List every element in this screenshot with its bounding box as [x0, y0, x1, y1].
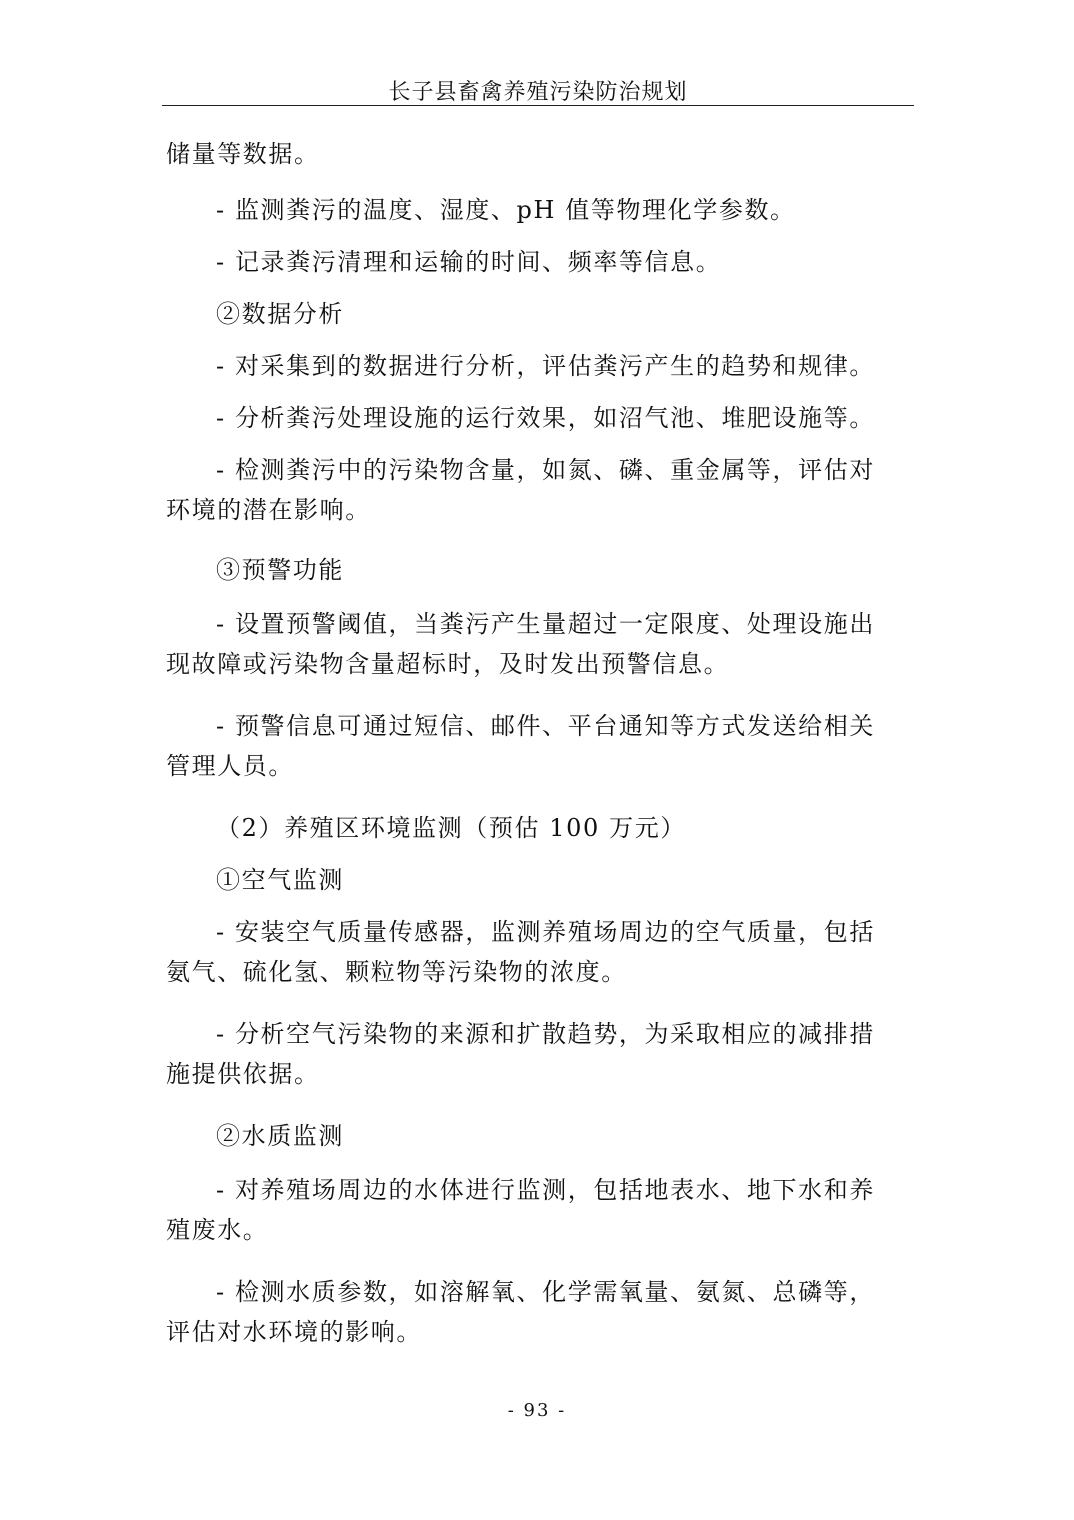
section-heading: ②数据分析: [216, 300, 344, 328]
text-line: 现故障或污染物含量超标时，及时发出预警信息。: [166, 650, 730, 678]
header-divider: [162, 105, 914, 106]
text-line: 评估对水环境的影响。: [166, 1318, 422, 1346]
text-line: 氨气、硫化氢、颗粒物等污染物的浓度。: [166, 958, 627, 986]
section-heading: ②水质监测: [216, 1122, 344, 1150]
subsection-heading: （2）养殖区环境监测（预估 100 万元）: [216, 814, 686, 842]
text-line: 储量等数据。: [166, 140, 320, 168]
text-line: - 设置预警阈值，当粪污产生量超过一定限度、处理设施出: [216, 610, 875, 638]
text-line: - 分析粪污处理设施的运行效果，如沼气池、堆肥设施等。: [216, 404, 875, 432]
section-heading: ①空气监测: [216, 866, 344, 894]
text-line: - 记录粪污清理和运输的时间、频率等信息。: [216, 248, 722, 276]
text-line: 殖废水。: [166, 1216, 269, 1244]
text-line: 管理人员。: [166, 752, 294, 780]
text-line: - 检测粪污中的污染物含量，如氮、磷、重金属等，评估对: [216, 456, 875, 484]
text-line: - 监测粪污的温度、湿度、pH 值等物理化学参数。: [216, 196, 796, 224]
page-header-title: 长子县畜禽养殖污染防治规划: [388, 80, 688, 105]
text-line: - 安装空气质量传感器，监测养殖场周边的空气质量，包括: [216, 918, 875, 946]
text-line: 施提供依据。: [166, 1060, 320, 1088]
text-line: - 对采集到的数据进行分析，评估粪污产生的趋势和规律。: [216, 352, 875, 380]
text-line: - 分析空气污染物的来源和扩散趋势，为采取相应的减排措: [216, 1020, 875, 1048]
text-line: - 检测水质参数，如溶解氧、化学需氧量、氨氮、总磷等，: [216, 1278, 875, 1306]
text-line: - 对养殖场周边的水体进行监测，包括地表水、地下水和养: [216, 1176, 875, 1204]
text-line: 环境的潜在影响。: [166, 496, 371, 524]
text-line: - 预警信息可通过短信、邮件、平台通知等方式发送给相关: [216, 712, 875, 740]
section-heading: ③预警功能: [216, 556, 344, 584]
page-number: - 93 -: [507, 1400, 567, 1421]
